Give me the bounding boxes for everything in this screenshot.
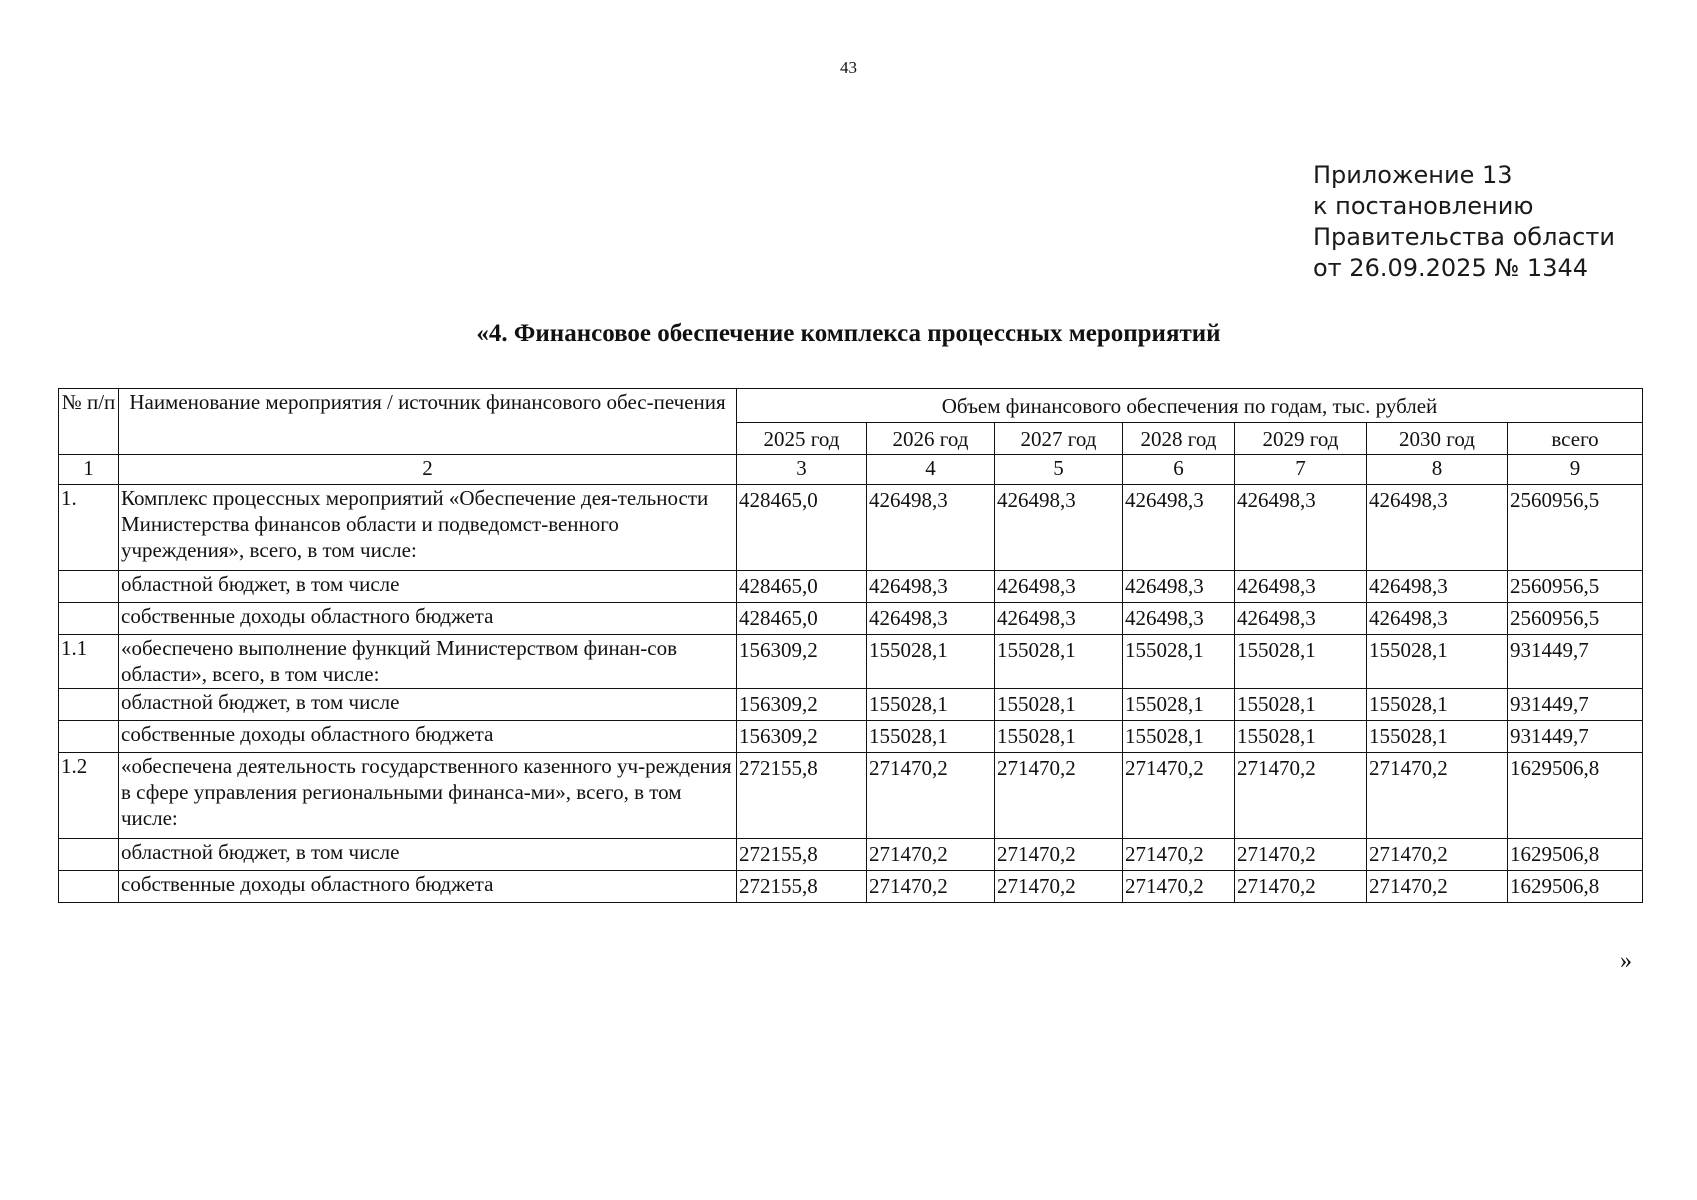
table-row xyxy=(59,603,1643,635)
row-index: 1. xyxy=(59,485,119,571)
column-number: 2 xyxy=(119,455,737,485)
row-name: областной бюджет, в том числе xyxy=(119,689,737,721)
row-year-value: 155028,1 xyxy=(867,721,995,753)
row-year-value: 156309,2 xyxy=(737,689,867,721)
row-year-value: 271470,2 xyxy=(1123,753,1235,839)
table-row xyxy=(59,753,1643,839)
row-total-value: 2560956,5 xyxy=(1508,485,1643,571)
row-index xyxy=(59,721,119,753)
row-index: 1.1 xyxy=(59,635,119,689)
row-year-value: 426498,3 xyxy=(1235,603,1367,635)
row-year-value: 155028,1 xyxy=(1367,689,1508,721)
row-year-value: 271470,2 xyxy=(867,753,995,839)
row-total-value: 1629506,8 xyxy=(1508,871,1643,903)
row-name: собственные доходы областного бюджета xyxy=(119,871,737,903)
row-year-value: 271470,2 xyxy=(1235,871,1367,903)
closing-quote: » xyxy=(1620,948,1632,974)
row-year-value: 271470,2 xyxy=(995,839,1123,871)
row-year-value: 426498,3 xyxy=(1367,485,1508,571)
header-volume: Объем финансового обеспечения по годам, тыс. рублей xyxy=(737,389,1643,423)
row-total-value: 931449,7 xyxy=(1508,689,1643,721)
column-number: 6 xyxy=(1123,455,1235,485)
row-year-value: 155028,1 xyxy=(1235,635,1367,689)
column-number: 7 xyxy=(1235,455,1367,485)
appendix-line: от 26.09.2025 № 1344 xyxy=(1313,254,1589,282)
row-year-value: 426498,3 xyxy=(1235,485,1367,571)
row-year-value: 271470,2 xyxy=(1235,839,1367,871)
row-year-value: 155028,1 xyxy=(1123,721,1235,753)
row-name: «обеспечено выполнение функций Министерством финан-сов области», всего, в том числе: xyxy=(119,635,737,689)
column-number-row xyxy=(59,455,1643,485)
column-number: 5 xyxy=(995,455,1123,485)
row-year-value: 155028,1 xyxy=(867,635,995,689)
row-index: 1.2 xyxy=(59,753,119,839)
row-year-value: 426498,3 xyxy=(995,571,1123,603)
row-total-value: 2560956,5 xyxy=(1508,571,1643,603)
column-number: 8 xyxy=(1367,455,1508,485)
header-name: Наименование мероприятия / источник финансового обес-печения xyxy=(119,389,737,455)
row-index xyxy=(59,871,119,903)
row-index xyxy=(59,839,119,871)
row-total-value: 2560956,5 xyxy=(1508,603,1643,635)
column-number: 9 xyxy=(1508,455,1643,485)
header-year: 2026 год xyxy=(867,423,995,455)
appendix-line: Приложение 13 xyxy=(1313,161,1513,189)
row-year-value: 155028,1 xyxy=(1123,635,1235,689)
row-year-value: 272155,8 xyxy=(737,839,867,871)
row-total-value: 931449,7 xyxy=(1508,635,1643,689)
row-year-value: 426498,3 xyxy=(867,571,995,603)
row-year-value: 271470,2 xyxy=(867,871,995,903)
row-year-value: 428465,0 xyxy=(737,571,867,603)
column-number: 3 xyxy=(737,455,867,485)
header-year: 2027 год xyxy=(995,423,1123,455)
row-year-value: 271470,2 xyxy=(1235,753,1367,839)
row-year-value: 272155,8 xyxy=(737,753,867,839)
row-year-value: 426498,3 xyxy=(867,603,995,635)
row-name: областной бюджет, в том числе xyxy=(119,839,737,871)
row-year-value: 271470,2 xyxy=(1123,839,1235,871)
row-year-value: 155028,1 xyxy=(995,635,1123,689)
row-year-value: 426498,3 xyxy=(1235,571,1367,603)
row-year-value: 426498,3 xyxy=(995,603,1123,635)
table-row xyxy=(59,721,1643,753)
row-total-value: 931449,7 xyxy=(1508,721,1643,753)
row-year-value: 428465,0 xyxy=(737,603,867,635)
row-year-value: 271470,2 xyxy=(1367,871,1508,903)
row-index xyxy=(59,571,119,603)
row-year-value: 155028,1 xyxy=(1235,721,1367,753)
page-number: 43 xyxy=(840,58,857,77)
row-year-value: 271470,2 xyxy=(1123,871,1235,903)
table-row xyxy=(59,635,1643,689)
row-year-value: 426498,3 xyxy=(1123,485,1235,571)
row-year-value: 426498,3 xyxy=(867,485,995,571)
row-name: собственные доходы областного бюджета xyxy=(119,603,737,635)
table-row xyxy=(59,689,1643,721)
header-year: 2030 год xyxy=(1367,423,1508,455)
row-total-value: 1629506,8 xyxy=(1508,839,1643,871)
row-name: Комплекс процессных мероприятий «Обеспечение дея-тельности Министерства финансов области и подведомст-венного учреждения», всего, в том числе: xyxy=(119,485,737,571)
row-year-value: 155028,1 xyxy=(1367,721,1508,753)
row-year-value: 271470,2 xyxy=(1367,839,1508,871)
row-year-value: 272155,8 xyxy=(737,871,867,903)
row-total-value: 1629506,8 xyxy=(1508,753,1643,839)
row-year-value: 155028,1 xyxy=(995,689,1123,721)
row-year-value: 156309,2 xyxy=(737,635,867,689)
row-year-value: 271470,2 xyxy=(1367,753,1508,839)
row-year-value: 426498,3 xyxy=(1367,603,1508,635)
row-year-value: 428465,0 xyxy=(737,485,867,571)
row-year-value: 271470,2 xyxy=(867,839,995,871)
table-row xyxy=(59,571,1643,603)
appendix-line: к постановлению xyxy=(1313,192,1534,220)
header-year: 2029 год xyxy=(1235,423,1367,455)
table-row xyxy=(59,839,1643,871)
table-row xyxy=(59,871,1643,903)
row-year-value: 271470,2 xyxy=(995,871,1123,903)
header-year: 2028 год xyxy=(1123,423,1235,455)
row-year-value: 426498,3 xyxy=(1123,571,1235,603)
row-year-value: 155028,1 xyxy=(995,721,1123,753)
row-year-value: 426498,3 xyxy=(995,485,1123,571)
row-year-value: 426498,3 xyxy=(1123,603,1235,635)
row-index xyxy=(59,689,119,721)
row-year-value: 156309,2 xyxy=(737,721,867,753)
row-year-value: 155028,1 xyxy=(867,689,995,721)
column-number: 1 xyxy=(59,455,119,485)
appendix-block xyxy=(1313,160,1615,284)
row-year-value: 155028,1 xyxy=(1367,635,1508,689)
appendix-line: Правительства области xyxy=(1313,223,1615,251)
row-name: «обеспечена деятельность государственного казенного уч-реждения в сфере управления региональными финанса-ми», всего, в том числе: xyxy=(119,753,737,839)
financing-table xyxy=(58,388,1643,903)
row-year-value: 155028,1 xyxy=(1123,689,1235,721)
row-index xyxy=(59,603,119,635)
header-year: 2025 год xyxy=(737,423,867,455)
row-year-value: 155028,1 xyxy=(1235,689,1367,721)
row-year-value: 271470,2 xyxy=(995,753,1123,839)
header-total: всего xyxy=(1508,423,1643,455)
row-year-value: 426498,3 xyxy=(1367,571,1508,603)
row-name: областной бюджет, в том числе xyxy=(119,571,737,603)
document-title: «4. Финансовое обеспечение комплекса процессных мероприятий xyxy=(476,320,1221,347)
table-row xyxy=(59,485,1643,571)
column-number: 4 xyxy=(867,455,995,485)
header-num: № п/п xyxy=(59,389,119,455)
row-name: собственные доходы областного бюджета xyxy=(119,721,737,753)
